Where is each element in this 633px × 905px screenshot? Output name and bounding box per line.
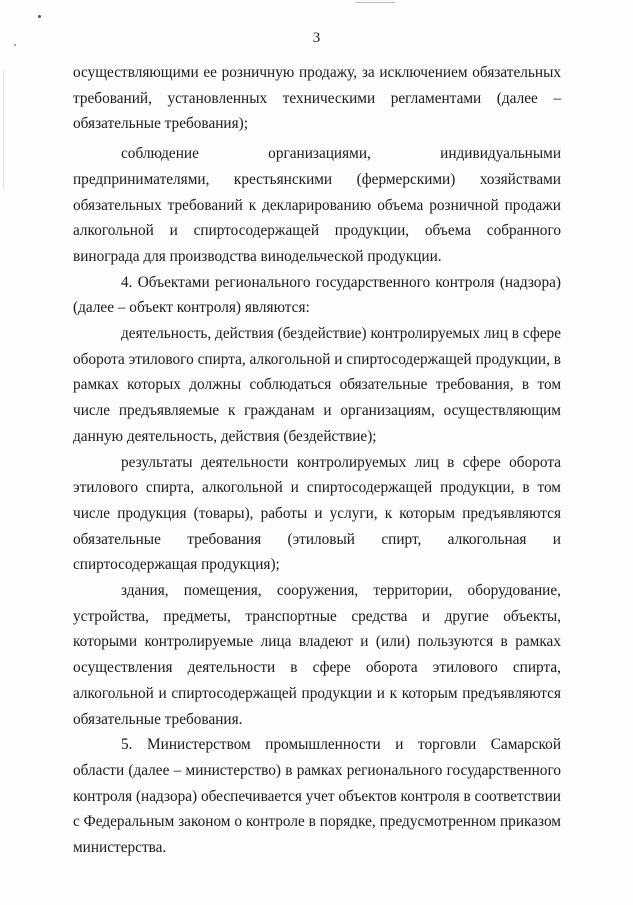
document-body <box>73 60 561 861</box>
paragraph: здания, помещения, сооружения, территории, оборудование, устройства, предметы, транспортные средства и другие объекты, которыми контролируемые лица владеют и (или) пользуются в рамках осуществления деятельности в сфере оборота этилового спирта, алкогольной и спиртосодержащей продукции и к которым предъявляются обязательные требования. <box>73 582 561 728</box>
scan-line <box>3 70 4 190</box>
paragraph: 5. Министерством промышленности и торговли Самарской области (далее – министерство) в рамках регионального государственного контроля (надзора) обеспечивается учет объектов контроля в соответствии с Федеральным законом о контроле в порядке, предусмотренном приказом министерства. <box>73 736 561 857</box>
paragraph: осуществляющими ее розничную продажу, за исключением обязательных требований, установленных техническими регламентами (далее – обязательные требования); <box>73 64 561 133</box>
paragraph: деятельность, действия (бездействие) контролируемых лиц в сфере оборота этилового спирта, алкогольной и спиртосодержащей продукции, в рамках которых должны соблюдаться обязательные требования, в том числе предъявляемые к гражданам и организациям, осуществляющим данную деятельность, действия (бездействие); <box>73 325 561 445</box>
page-number: 3 <box>312 30 321 46</box>
paragraph: соблюдение организациями, индивидуальными предпринимателями, крестьянскими (фермерскими) хозяйствами обязательных требований к декларированию объема розничной продажи алкогольной и спиртосодержащей продукции, объема собранного винограда для производства винодельческой продукции. <box>73 145 561 265</box>
paragraph: результаты деятельности контролируемых лиц в сфере оборота этилового спирта, алкогольной и спиртосодержащей продукции, в том числе продукция (товары), работы и услуги, к которым предъявляются обязательные требования (этиловый спирт, алкогольная и спиртосодержащая продукция); <box>73 453 561 574</box>
paragraph: 4. Объектами регионального государственного контроля (надзора) (далее – объект контроля) являются: <box>73 273 561 317</box>
scan-dot <box>38 15 41 18</box>
scan-line <box>355 2 395 3</box>
